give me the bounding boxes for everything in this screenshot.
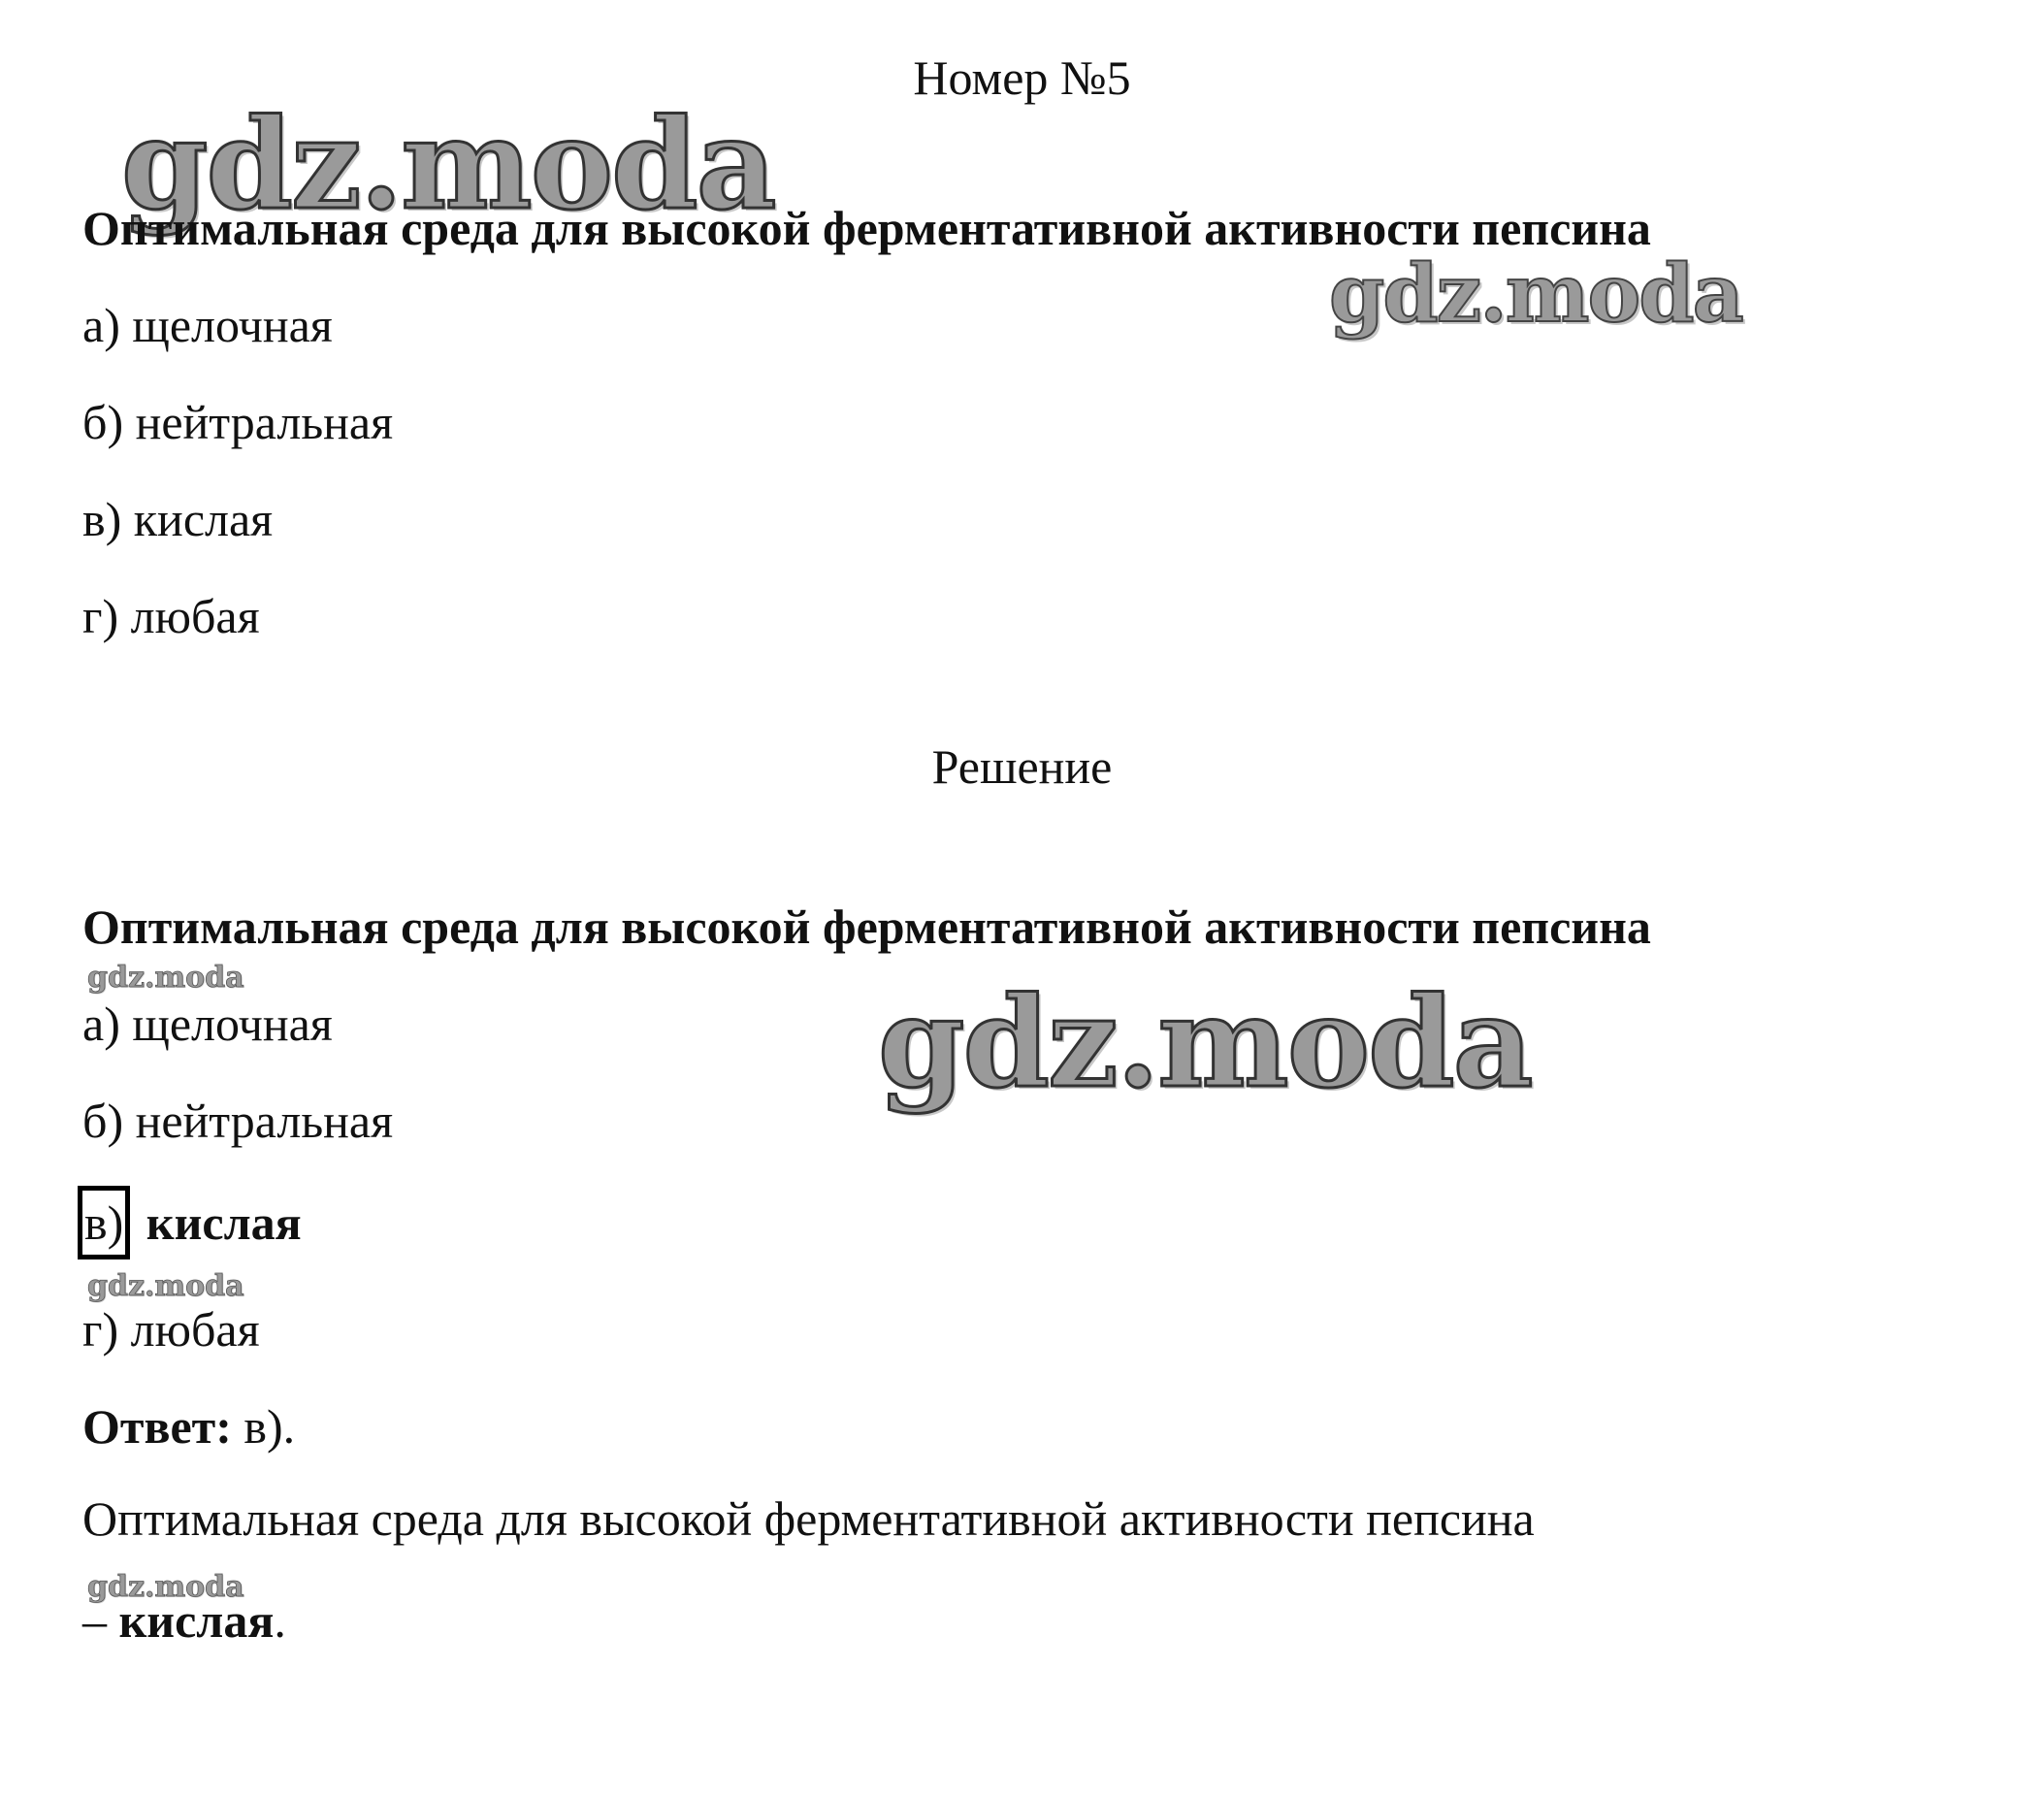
explanation-line-2 <box>82 1591 286 1650</box>
option-text: щелочная <box>132 997 333 1051</box>
option-text: любая <box>130 589 260 643</box>
answer-label: Ответ: <box>82 1399 232 1454</box>
solution-option-d <box>82 1300 260 1358</box>
option-text: нейтральная <box>135 1094 394 1148</box>
correct-answer-box: в) <box>78 1186 130 1259</box>
answer-line <box>82 1397 295 1456</box>
explanation-line-1: Оптимальная среда для высокой ферментативной активности пепсина <box>82 1491 1535 1546</box>
watermark-logo: gdz.moda <box>878 970 1532 1116</box>
option-text: любая <box>130 1302 260 1357</box>
option-letter: а) <box>82 298 120 352</box>
number-title: Номер №5 <box>913 50 1131 105</box>
watermark-logo: gdz.moda <box>87 961 244 995</box>
explanation-dash: – <box>82 1593 119 1648</box>
answer-value: в). <box>231 1399 296 1454</box>
option-letter: б) <box>82 395 124 449</box>
option-text: кислая <box>133 492 274 546</box>
explanation-answer: кислая <box>118 1593 275 1648</box>
option-letter: г) <box>82 589 119 643</box>
watermark-logo: gdz.moda <box>121 92 775 238</box>
option-d <box>82 587 260 645</box>
solution-option-c-correct <box>82 1186 302 1259</box>
solution-heading: Решение <box>931 739 1113 794</box>
solution-question-text: Оптимальная среда для высокой ферментативной активности пепсина <box>82 900 1651 954</box>
explanation-end: . <box>274 1593 286 1648</box>
option-a <box>82 296 333 354</box>
watermark-logo: gdz.moda <box>87 1269 244 1303</box>
option-letter: в) <box>82 492 122 546</box>
question-text: Оптимальная среда для высокой ферментативной активности пепсина <box>82 201 1651 255</box>
watermark-logo: gdz.moda <box>1329 247 1742 341</box>
option-c <box>82 490 273 548</box>
option-letter: г) <box>82 1302 119 1357</box>
option-text: нейтральная <box>135 395 394 449</box>
watermark-logo: gdz.moda <box>87 1570 244 1604</box>
option-text: щелочная <box>132 298 333 352</box>
solution-option-a <box>82 995 333 1053</box>
option-letter: б) <box>82 1094 124 1148</box>
option-b <box>82 393 393 451</box>
solution-option-b <box>82 1092 393 1150</box>
option-letter: а) <box>82 997 120 1051</box>
option-text: кислая <box>146 1195 302 1250</box>
